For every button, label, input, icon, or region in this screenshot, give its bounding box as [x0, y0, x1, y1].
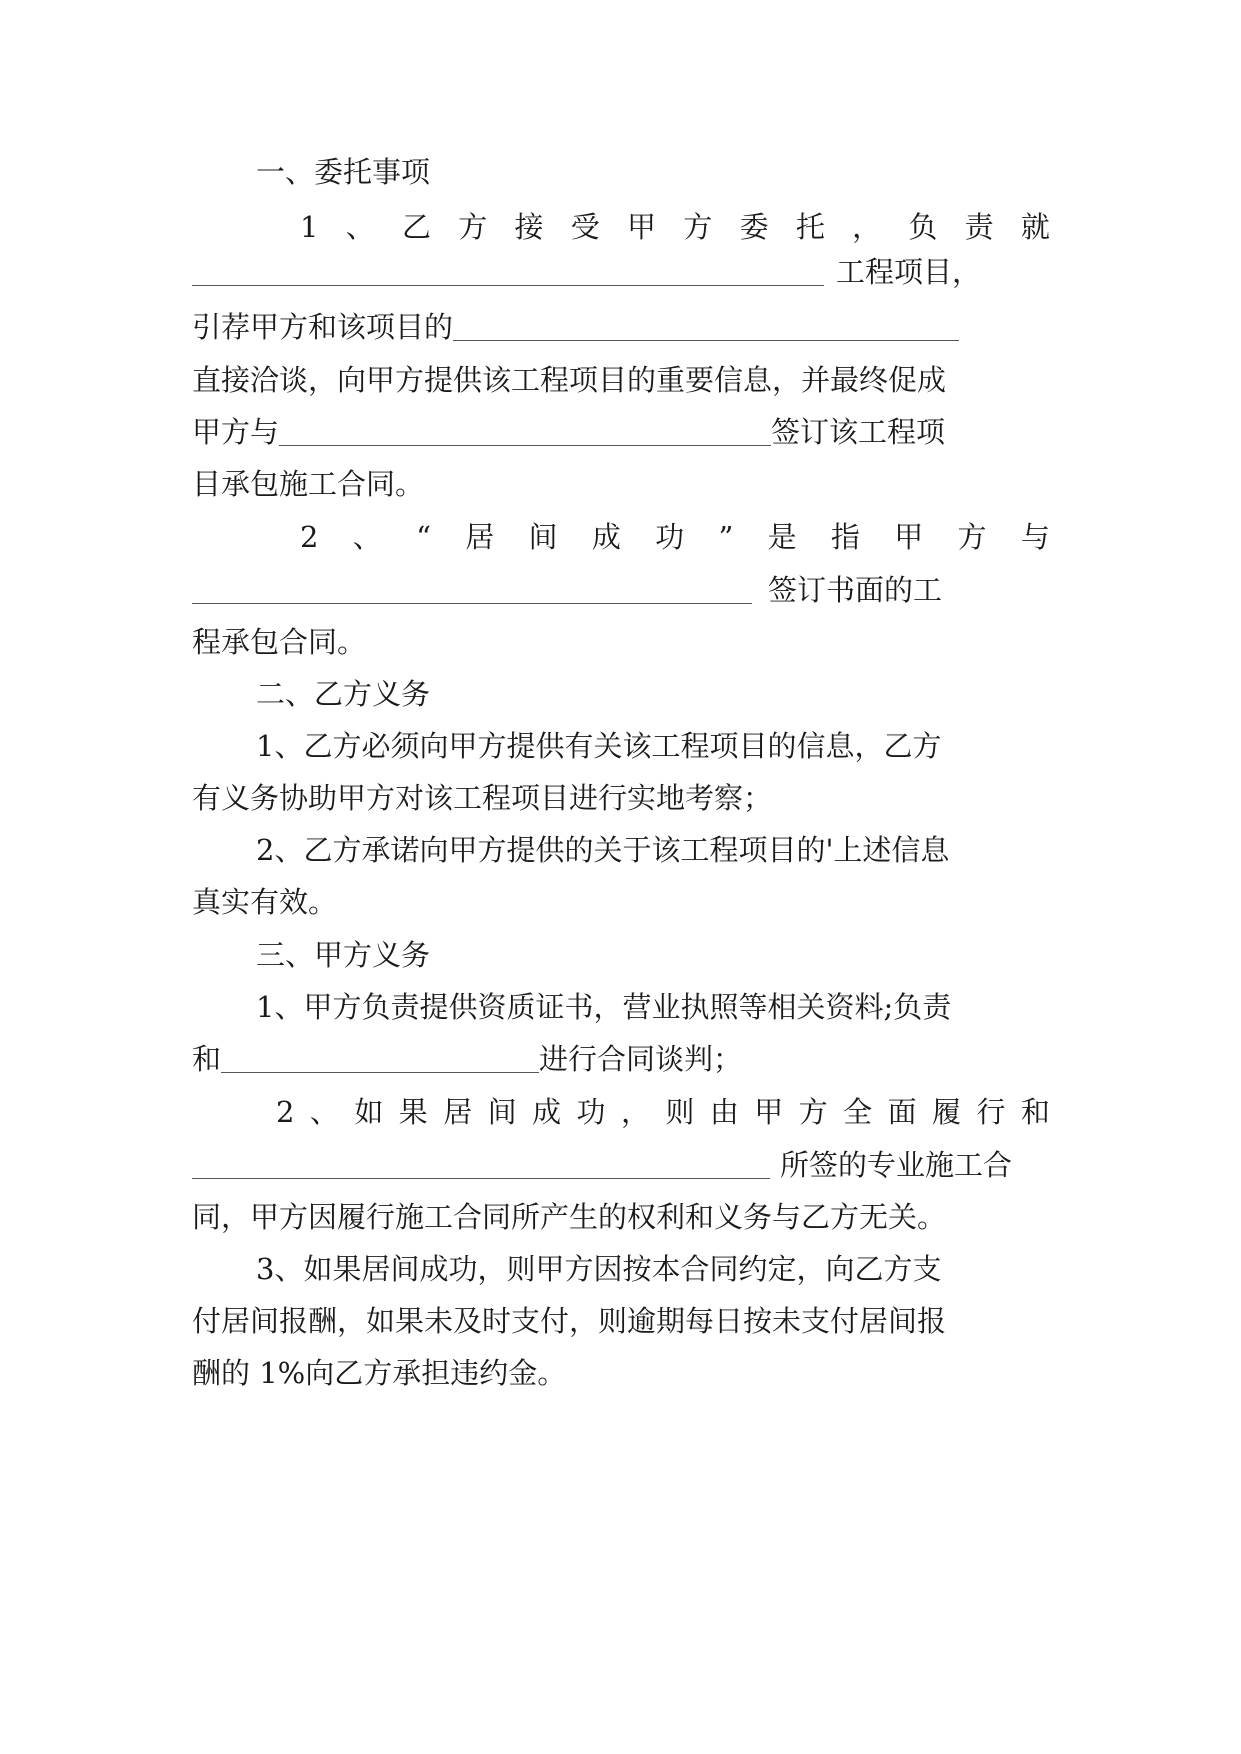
section1-heading-text: 一、委托事项 — [256, 155, 431, 189]
section1-item1-line2-text: 工程项目， — [836, 255, 982, 289]
section3-item3-line2-text: 付居间报酬，如果未及时支付，则逾期每日按未支付居间报 — [192, 1304, 947, 1338]
section1-item1-line1-char: ， — [852, 210, 882, 244]
section3-item1-line1 — [256, 985, 1050, 1029]
section3-heading-text: 三、甲方义务 — [256, 938, 431, 972]
section2-item2-line1 — [256, 828, 1050, 872]
section3-item2-line1-char: 居 — [443, 1095, 473, 1129]
section1-item1-line1-char: 甲 — [627, 210, 657, 244]
section2-item2-line1-text: 2、乙方承诺向甲方提供的关于该工程项目的'上述信息 — [256, 833, 950, 867]
section1-item2-line3-text: 程承包合同。 — [192, 625, 367, 659]
section3-item2-line1 — [276, 1090, 1050, 1134]
section3-item2-line3 — [192, 1195, 1050, 1239]
section3-item3-line1 — [256, 1247, 1050, 1291]
blank-project-party — [453, 310, 959, 341]
section3-item2-line1-char: 全 — [843, 1095, 873, 1129]
section2-item1-line2 — [192, 776, 1050, 820]
section3-item3-line3-text: 酬的 1%向乙方承担违约金。 — [192, 1356, 567, 1390]
section3-item3-line2 — [192, 1299, 1050, 1343]
section1-item1-line5 — [192, 410, 1050, 454]
section1-item2-line2 — [192, 568, 1050, 612]
section3-item2-line1-char: 则 — [665, 1095, 695, 1129]
section1-item2-line1-char: 居 — [465, 520, 495, 554]
section1-item2-line1-char: 指 — [830, 520, 860, 554]
section1-item1-line5-head: 甲方与 — [192, 415, 280, 449]
section3-item1-line2-tail: 进行合同谈判； — [539, 1042, 743, 1076]
section1-item2-line2-text: 签订书面的工 — [768, 573, 943, 607]
section1-item1-line1-char: 、 — [345, 210, 375, 244]
section1-item1-line1-char: 责 — [964, 210, 994, 244]
section1-item1-line1 — [300, 205, 1050, 249]
section1-item2-line1-char: 功 — [655, 520, 685, 554]
section1-item2-line1-char: 甲 — [894, 520, 924, 554]
section3-item2-line1-char: ， — [620, 1095, 650, 1129]
section3-item2-line1-char: 行 — [976, 1095, 1006, 1129]
section1-item1-line1-char: 1 — [300, 210, 319, 244]
section1-item1-line1-char: 委 — [739, 210, 769, 244]
section3-item2-line1-char: 面 — [887, 1095, 917, 1129]
section1-item1-line6-text: 目承包施工合同。 — [192, 467, 425, 501]
section2-item1-line2-text: 有义务协助甲方对该工程项目进行实地考察； — [192, 781, 773, 815]
section3-item2-line2 — [192, 1143, 1050, 1187]
section1-item1-line5-tail: 签订该工程项 — [771, 415, 946, 449]
section1-item1-line1-char: 就 — [1020, 210, 1050, 244]
section3-item2-line1-char: 履 — [932, 1095, 962, 1129]
section3-item2-line1-char: 如 — [354, 1095, 384, 1129]
section1-item1-line1-char: 方 — [458, 210, 488, 244]
section2-item1-line1-text: 1、乙方必须向甲方提供有关该工程项目的信息，乙方 — [256, 729, 942, 763]
section1-item2-line1-char: 、 — [352, 520, 382, 554]
section2-heading — [256, 672, 1050, 716]
blank-signing-party — [192, 573, 752, 604]
section1-item2-line1-char: ” — [718, 520, 734, 554]
section1-item2-line1-char: 间 — [528, 520, 558, 554]
section2-item2-line2-text: 真实有效。 — [192, 885, 338, 919]
section1-item1-line4 — [192, 358, 1050, 402]
section3-item2-line2-text: 所签的专业施工合 — [780, 1148, 1013, 1182]
section1-item1-line6 — [192, 462, 1050, 506]
section3-item2-line1-char: 成 — [532, 1095, 562, 1129]
blank-project-name — [192, 255, 824, 286]
section3-item1-line2 — [192, 1037, 1050, 1081]
section3-item1-line2-head: 和 — [192, 1042, 222, 1076]
blank-performing-party — [192, 1148, 770, 1179]
section1-item2-line1-char: “ — [416, 520, 431, 554]
section1-item1-line4-text: 直接洽谈，向甲方提供该工程项目的重要信息，并最终促成 — [192, 363, 947, 397]
section1-item2-line1-char: 成 — [591, 520, 621, 554]
section3-item2-line1-char: 由 — [709, 1095, 739, 1129]
section1-item1-line1-char: 乙 — [401, 210, 431, 244]
section1-item2-line1 — [300, 515, 1050, 559]
section1-item1-line1-char: 负 — [908, 210, 938, 244]
section3-item2-line1-char: 2 — [276, 1095, 295, 1129]
section1-item1-line1-char: 接 — [514, 210, 544, 244]
section2-heading-text: 二、乙方义务 — [256, 677, 431, 711]
section1-item2-line1-char: 方 — [957, 520, 987, 554]
section1-item2-line1-char: 是 — [767, 520, 797, 554]
section1-item1-line2 — [192, 250, 1050, 294]
section3-item2-line1-char: 功 — [576, 1095, 606, 1129]
section1-item2-line3 — [192, 620, 1050, 664]
section1-item2-line1-char: 2 — [300, 520, 319, 554]
section3-item1-line1-text: 1、甲方负责提供资质证书，营业执照等相关资料;负责 — [256, 990, 952, 1024]
section3-item2-line1-char: 、 — [309, 1095, 339, 1129]
blank-negotiation-party — [221, 1042, 539, 1073]
section2-item2-line2 — [192, 880, 1050, 924]
section3-item2-line1-char: 和 — [1020, 1095, 1050, 1129]
section1-item2-line1-char: 与 — [1020, 520, 1050, 554]
section3-item2-line1-char: 甲 — [754, 1095, 784, 1129]
section3-heading — [256, 933, 1050, 977]
section1-item1-line1-char: 受 — [570, 210, 600, 244]
section3-item3-line3 — [192, 1351, 1050, 1395]
section3-item2-line1-char: 果 — [398, 1095, 428, 1129]
section1-item1-line1-char: 托 — [795, 210, 825, 244]
section3-item2-line3-text: 同，甲方因履行施工合同所产生的权利和义务与乙方无关。 — [192, 1200, 947, 1234]
blank-contract-party — [279, 415, 771, 446]
section1-item1-line3-text: 引荐甲方和该项目的 — [192, 310, 454, 344]
section1-heading — [256, 150, 1050, 194]
section3-item2-line1-char: 间 — [487, 1095, 517, 1129]
section2-item1-line1 — [256, 724, 1050, 768]
section3-item3-line1-text: 3、如果居间成功，则甲方因按本合同约定，向乙方支 — [256, 1252, 942, 1286]
section1-item1-line1-char: 方 — [683, 210, 713, 244]
section3-item2-line1-char: 方 — [798, 1095, 828, 1129]
section1-item1-line3 — [192, 305, 1050, 349]
